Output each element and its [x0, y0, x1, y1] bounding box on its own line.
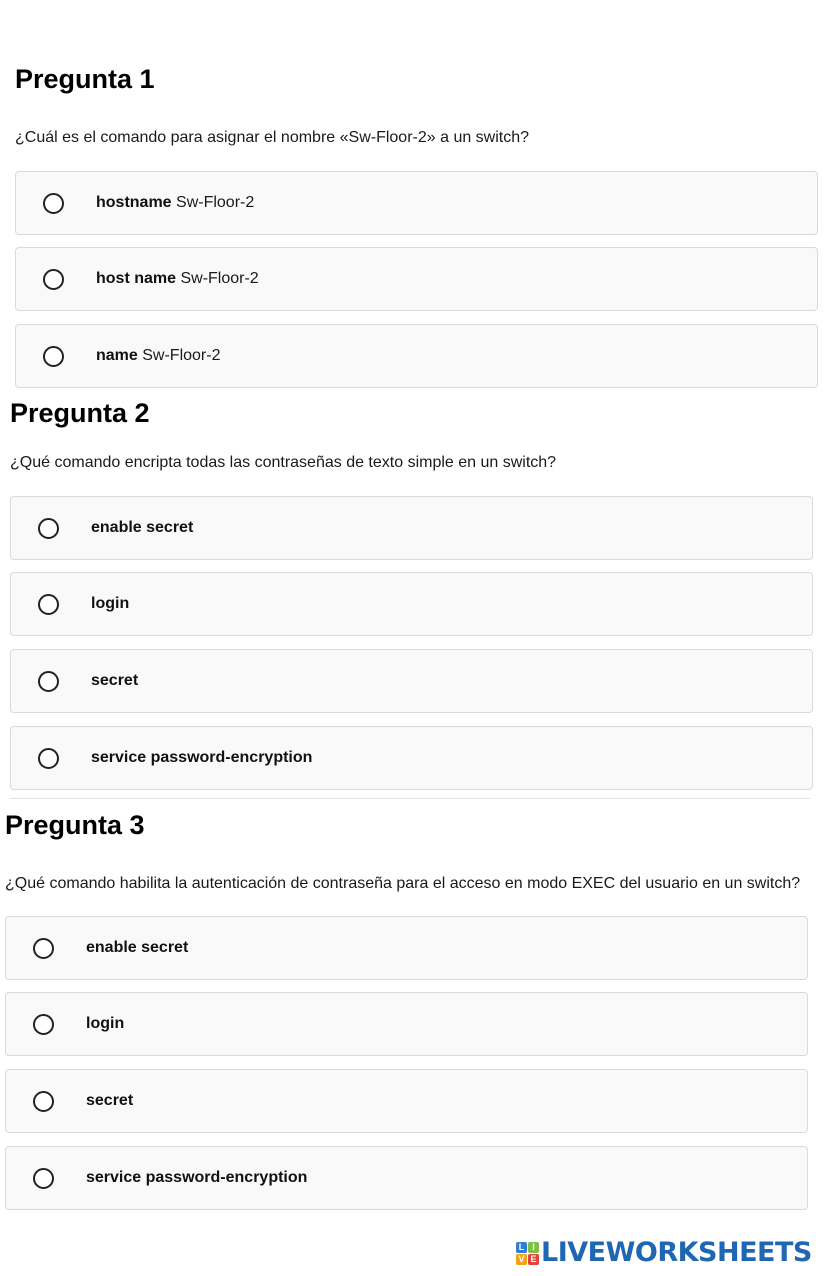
option-label: login — [86, 1015, 125, 1032]
liveworksheets-wordmark: LIVEWORKSHEETS — [541, 1237, 812, 1268]
question-title: Pregunta 1 — [15, 64, 155, 94]
radio-button[interactable] — [43, 269, 64, 290]
option-label: secret — [86, 1092, 134, 1109]
option-label: enable secret — [86, 939, 189, 956]
answer-option-host-name[interactable] — [15, 247, 818, 311]
section-divider — [10, 798, 810, 799]
answer-option-enable-secret[interactable] — [5, 916, 808, 980]
option-label: secret — [91, 672, 139, 689]
logo-letter-l: L — [516, 1242, 527, 1253]
question-prompt: ¿Qué comando habilita la autenticación de contraseña para el acceso en modo EXEC del usuario en un switch? — [5, 875, 801, 892]
answer-option-secret[interactable] — [10, 649, 813, 713]
radio-button[interactable] — [43, 346, 64, 367]
option-label: login — [91, 595, 130, 612]
liveworksheets-logo-icon — [516, 1242, 539, 1265]
radio-button[interactable] — [33, 1014, 54, 1035]
radio-button[interactable] — [33, 1091, 54, 1112]
answer-option-login[interactable] — [10, 572, 813, 636]
option-label: service password-encryption — [91, 749, 313, 766]
radio-button[interactable] — [38, 594, 59, 615]
radio-button[interactable] — [38, 671, 59, 692]
answer-option-enable-secret[interactable] — [10, 496, 813, 560]
question-prompt: ¿Cuál es el comando para asignar el nombre «Sw-Floor-2» a un switch? — [15, 129, 530, 146]
logo-letter-e: E — [528, 1254, 539, 1265]
question-2 — [10, 398, 815, 766]
question-title: Pregunta 3 — [5, 810, 145, 840]
answer-option-service-password-encryption[interactable] — [5, 1146, 808, 1210]
question-prompt: ¿Qué comando encripta todas las contraseñas de texto simple en un switch? — [10, 454, 557, 471]
answer-option-name[interactable] — [15, 324, 818, 388]
answer-option-hostname[interactable] — [15, 171, 818, 235]
answer-option-login[interactable] — [5, 992, 808, 1056]
answer-option-secret[interactable] — [5, 1069, 808, 1133]
logo-letter-i: I — [528, 1242, 539, 1253]
option-label: service password-encryption — [86, 1169, 308, 1186]
option-label: name Sw-Floor-2 — [96, 347, 221, 364]
option-label: enable secret — [91, 519, 194, 536]
radio-button[interactable] — [38, 518, 59, 539]
logo-letter-v: V — [516, 1254, 527, 1265]
radio-button[interactable] — [43, 193, 64, 214]
radio-button[interactable] — [33, 938, 54, 959]
option-label: host name Sw-Floor-2 — [96, 270, 259, 287]
radio-button[interactable] — [33, 1168, 54, 1189]
question-1 — [15, 64, 820, 364]
question-title: Pregunta 2 — [10, 398, 150, 428]
option-label: hostname Sw-Floor-2 — [96, 194, 255, 211]
radio-button[interactable] — [38, 748, 59, 769]
question-3 — [5, 810, 810, 1186]
answer-option-service-password-encryption[interactable] — [10, 726, 813, 790]
liveworksheets-branding[interactable] — [516, 1236, 812, 1270]
